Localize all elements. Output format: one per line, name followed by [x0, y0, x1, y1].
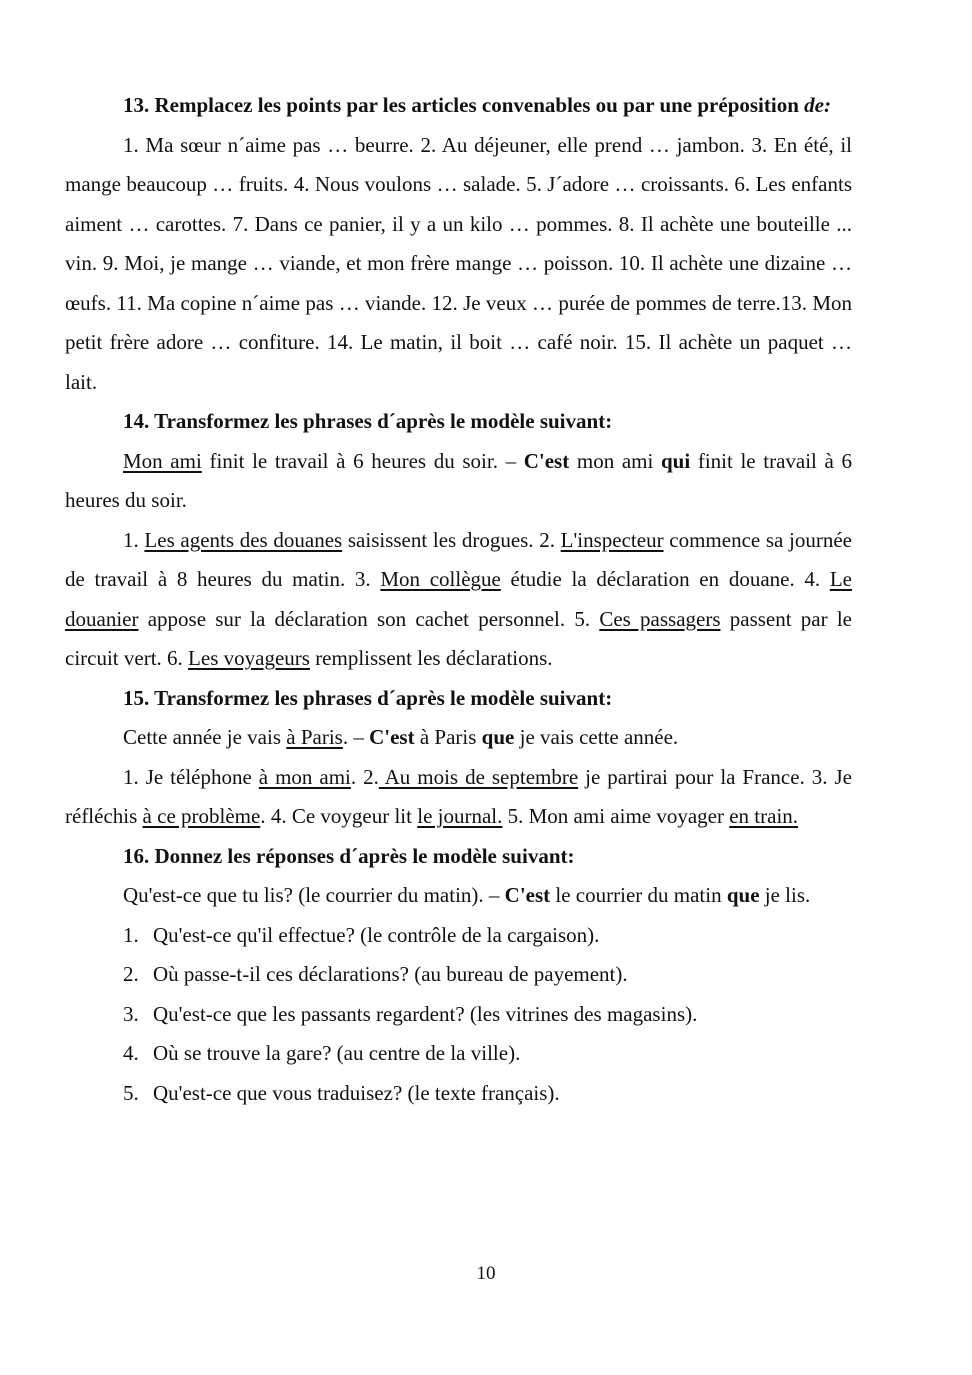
model-subject: Mon ami	[123, 448, 202, 473]
item-underlined: à mon ami	[258, 764, 351, 789]
exercise-13-body: 1. Ma sœur n´aime pas … beurre. 2. Au déjeuner, elle prend … jambon. 3. En été, il mange beaucoup … fruits. 4. Nous voulons … salade. 5. J´adore … croissants. 6. Les enfants aiment … carottes. 7. Dans ce panier, il y a un kilo … pommes. 8. Il achète une bouteille ... vin. 9. Moi, je mange … viande, et mon frère mange … poisson. 10. Il achète une dizaine … œufs. 11. Ma copine n´aime pas … viande. 12. Je veux … purée de pommes de terre.13. Mon petit frère adore … confiture. 14. Le matin, il boit … café noir. 15. Il achète un paquet … lait.	[65, 132, 852, 394]
item-underlined: Les voyageurs	[188, 646, 310, 670]
list-item-text: Où se trouve la gare? (au centre de la ville).	[153, 1041, 521, 1065]
model-bold: que	[481, 725, 515, 749]
exercise-14-items	[65, 521, 852, 679]
item-text: . 2.	[350, 764, 379, 789]
model-text: Cette année je vais	[123, 725, 287, 749]
item-text: commence sa journée de travail à 8 heures du matin. 3.	[65, 527, 853, 591]
exercise-13-title-italic: de:	[804, 93, 831, 117]
exercise-15-model	[65, 718, 852, 758]
item-text: 1.	[123, 527, 145, 552]
model-text: finit le travail à 6 heures du soir. –	[201, 448, 524, 473]
model-text: je vais cette année.	[514, 725, 679, 749]
item-underlined: Ces passagers	[599, 606, 721, 631]
item-underlined: Au mois de septembre	[378, 764, 579, 789]
model-bold: que	[726, 883, 760, 907]
item-text: remplissent les déclarations.	[309, 646, 553, 670]
exercise-15-title: 15. Transformez les phrases d´après le modèle suivant:	[123, 685, 613, 710]
list-item-number: 3.	[123, 1001, 139, 1026]
item-text: 1. Je téléphone	[123, 764, 259, 789]
item-underlined: le journal.	[417, 804, 503, 828]
list-item	[65, 955, 852, 995]
item-underlined: Les agents des douanes	[144, 527, 343, 552]
exercise-14-title: 14. Transformez les phrases d´après le modèle suivant:	[123, 409, 613, 433]
list-item-number: 5.	[123, 1080, 139, 1105]
item-underlined: en train.	[729, 804, 799, 828]
item-text: passent par le circuit vert. 6.	[65, 606, 852, 670]
list-item	[65, 1034, 852, 1074]
model-text: Qu'est-ce que tu lis? (le courrier du matin). –	[123, 883, 505, 907]
item-text: appose sur la déclaration son cachet personnel. 5.	[138, 606, 600, 631]
list-item	[65, 916, 852, 956]
model-bold: C'est	[523, 448, 570, 473]
model-text: . –	[342, 725, 370, 749]
list-item-number: 2.	[123, 962, 139, 986]
exercise-16-model	[65, 876, 852, 916]
item-text: je partirai pour la France. 3. Je réfléchis	[65, 764, 852, 828]
model-text: je lis.	[759, 883, 811, 907]
exercise-13-title	[65, 86, 852, 126]
model-bold: C'est	[369, 725, 415, 749]
item-underlined: Mon collègue	[380, 567, 501, 591]
list-item-text: Qu'est-ce qu'il effectue? (le contrôle de la cargaison).	[153, 922, 600, 947]
item-text: étudie la déclaration en douane. 4.	[500, 567, 830, 591]
list-item-number: 4.	[123, 1041, 139, 1065]
item-text: 5. Mon ami aime voyager	[502, 804, 730, 828]
item-text: . 4. Ce voygeur lit	[260, 804, 418, 828]
item-underlined: à ce problème	[142, 804, 261, 828]
model-bold: qui	[660, 448, 691, 473]
model-bold: C'est	[504, 883, 551, 907]
model-text: à Paris	[414, 725, 482, 749]
model-text: le courrier du matin	[550, 883, 727, 907]
exercise-16-title: 16. Donnez les réponses d´après le modèle suivant:	[123, 843, 575, 868]
page-number: 10	[476, 1263, 496, 1284]
model-underlined: à Paris	[286, 725, 343, 749]
list-item	[65, 1074, 852, 1114]
item-underlined: Le douanier	[65, 567, 852, 631]
exercise-16-list	[65, 916, 852, 1114]
list-item-text: Qu'est-ce que vous traduisez? (le texte français).	[153, 1080, 560, 1105]
page-content	[65, 86, 852, 1113]
list-item-number: 1.	[123, 922, 139, 947]
item-text: saisissent les drogues. 2.	[342, 527, 561, 552]
model-text: finit le travail à 6 heures du soir.	[65, 448, 852, 512]
exercise-15-items	[65, 758, 852, 837]
list-item	[65, 995, 852, 1035]
item-underlined: L'inspecteur	[560, 527, 664, 552]
exercise-14-model	[65, 442, 852, 521]
model-text: mon ami	[569, 448, 661, 473]
list-item-text: Où passe-t-il ces déclarations? (au bureau de payement).	[153, 962, 628, 986]
exercise-13-title-text: 13. Remplacez les points par les articles convenables ou par une préposition	[123, 93, 805, 117]
list-item-text: Qu'est-ce que les passants regardent? (les vitrines des magasins).	[153, 1001, 698, 1026]
